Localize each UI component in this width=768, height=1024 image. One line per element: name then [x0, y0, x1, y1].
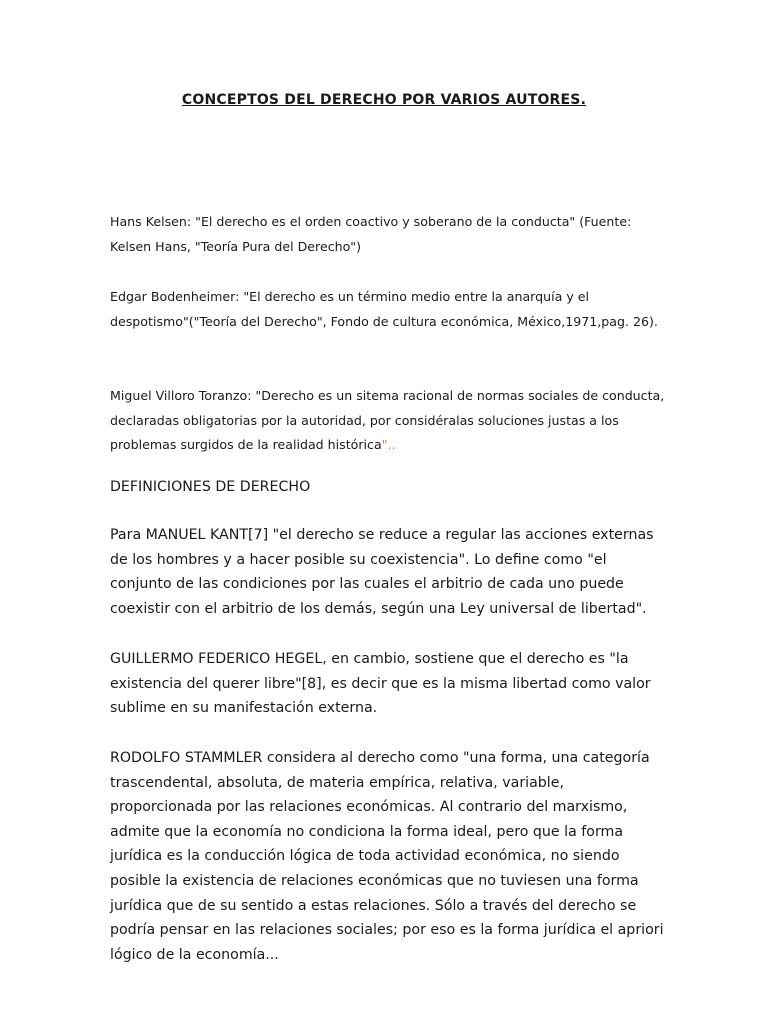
paragraph-bodenheimer: [110, 285, 670, 334]
definition-hegel-text: GUILLERMO FEDERICO HEGEL, en cambio, sostiene que el derecho es "la existencia del querer libre"[8], es decir que es la misma libertad como valor sublime en su manifestación externa.: [110, 651, 651, 717]
definition-kant-text: Para MANUEL KANT[7] "el derecho se reduce a regular las acciones externas de los hombres y a hacer posible su coexistencia". Lo define como "el conjunto de las condiciones por las cuales el arbitrio de cada uno puede coexistir con el arbitrio de los demás, según una Ley universal de libertad".: [110, 527, 654, 617]
paragraph-villoro-accent: "..: [381, 437, 396, 452]
definition-hegel: [110, 647, 670, 721]
definition-stammler-text: RODOLFO STAMMLER considera al derecho como "una forma, una categoría trascendental, absoluta, de materia empírica, relativa, variable, proporcionada por las relaciones económicas. Al contrario del marxismo, admite que la economía no condiciona la forma ideal, pero que la forma jurídica es la conducción lógica de toda actividad económica, no siendo posible la existencia de relaciones económicas que no tuviesen una forma jurídica que de su sentido a estas relaciones. Sólo a través del derecho se podría pensar en las relaciones sociales; por eso es la forma jurídica el apriori lógico de la economía...: [110, 750, 664, 963]
paragraph-villoro: [110, 384, 670, 458]
definition-kant: [110, 523, 670, 621]
paragraph-villoro-text: Miguel Villoro Toranzo: "Derecho es un sitema racional de normas sociales de conducta, declaradas obligatorias por la autoridad, por considéralas soluciones justas a los problemas surgidos de la realidad histórica: [110, 388, 665, 452]
section-heading: DEFINICIONES DE DERECHO: [110, 479, 311, 495]
document-title: CONCEPTOS DEL DERECHO POR VARIOS AUTORES.: [181, 92, 587, 108]
paragraph-kelsen: [110, 210, 670, 259]
paragraph-kelsen-text: Hans Kelsen: "El derecho es el orden coactivo y soberano de la conducta" (Fuente: Kelsen Hans, "Teoría Pura del Derecho"): [110, 214, 632, 254]
definition-stammler: [110, 746, 670, 967]
paragraph-bodenheimer-text: Edgar Bodenheimer: "El derecho es un término medio entre la anarquía y el despotismo"("Teoría del Derecho", Fondo de cultura económica, México,1971,pag. 26).: [110, 289, 658, 329]
